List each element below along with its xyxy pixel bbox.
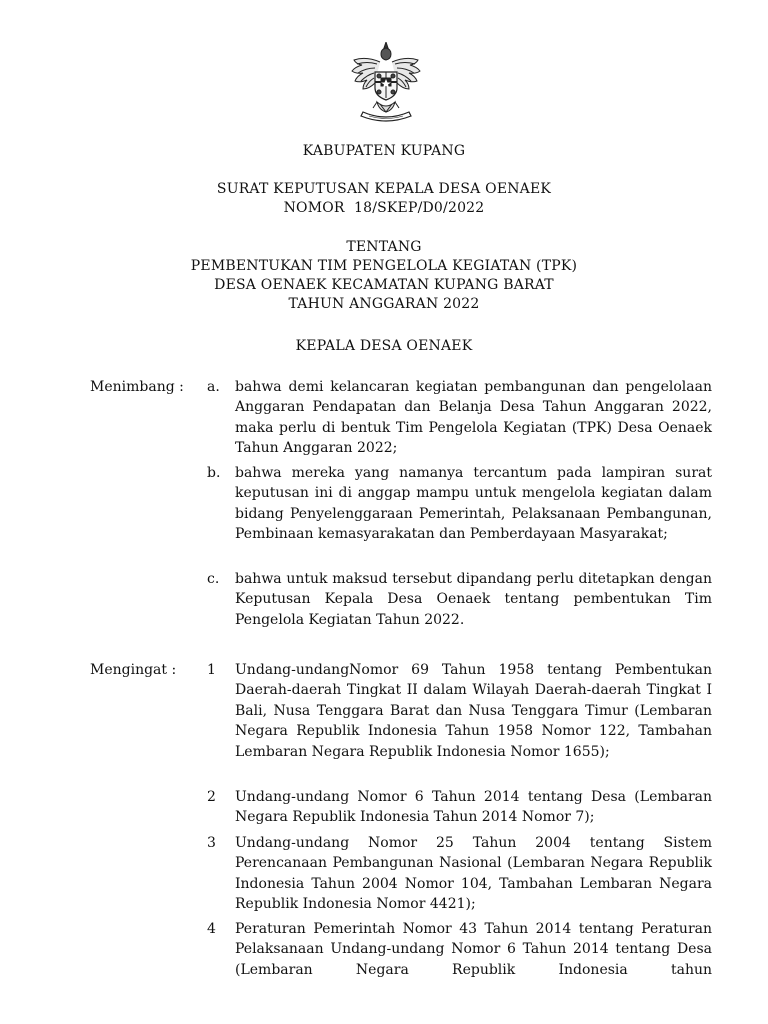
region-heading xyxy=(0,142,768,161)
subject-heading xyxy=(0,238,768,314)
subject-line-2: DESA OENAEK KECAMATAN KUPANG BARAT xyxy=(214,277,554,293)
item-text: bahwa untuk maksud tersebut dipandang perlu ditetapkan dengan Keputusan Kepala Desa Oenaek tentang pembentukan Tim Pengelola Kegiatan Tahun 2022. xyxy=(235,571,712,628)
item-text: Undang-undang Nomor 25 Tahun 2004 tentang Sistem Perencanaan Pembangunan Nasional (Lembaran Negara Republik Indonesia Tahun 2004 Nomor 104, Tambahan Lembaran Negara Republik Indonesia Nomor 4421); xyxy=(235,835,712,913)
decree-number: NOMOR 18/SKEP/D0/2022 xyxy=(283,200,485,216)
decree-title: SURAT KEPUTUSAN KEPALA DESA OENAEK xyxy=(216,181,552,197)
item-text: Undang-undang Nomor 6 Tahun 2014 tentang Desa (Lembaran Negara Republik Indonesia Tahun 2014 Nomor 7); xyxy=(235,789,712,826)
subject-line-1: PEMBENTUKAN TIM PENGELOLA KEGIATAN (TPK) xyxy=(190,258,578,274)
item-marker: 3 xyxy=(207,835,216,851)
item-marker: 2 xyxy=(207,789,216,805)
item-marker: a. xyxy=(207,379,220,395)
issuer-name: KEPALA DESA OENAEK xyxy=(295,338,473,354)
region-name: KABUPATEN KUPANG xyxy=(302,143,466,159)
item-marker: c. xyxy=(207,571,220,587)
item-text: Undang-undangNomor 69 Tahun 1958 tentang Pembentukan Daerah-daerah Tingkat II dalam Wilayah Daerah-daerah Tingkat I Bali, Nusa Tenggara Barat dan Nusa Tenggara Timur (Lembaran Negara Republik Indonesia Tahun 1958 Nomor 122, Tambahan Lembaran Negara Republik Indonesia Nomor 1655); xyxy=(235,662,712,760)
item-marker: b. xyxy=(207,465,221,481)
item-text: bahwa demi kelancaran kegiatan pembangunan dan pengelolaan Anggaran Pendapatan dan Belanja Desa Tahun Anggaran 2022, maka perlu di bentuk Tim Pengelola Kegiatan (TPK) Desa Oenaek Tahun Anggaran 2022; xyxy=(235,379,712,457)
decree-heading xyxy=(0,180,768,218)
item-marker: 4 xyxy=(207,921,216,937)
subject-line-3: TAHUN ANGGARAN 2022 xyxy=(288,296,480,312)
about-label: TENTANG xyxy=(346,239,422,255)
issuer-heading xyxy=(0,337,768,356)
menimbang-label: Menimbang : xyxy=(90,379,184,395)
item-text: Peraturan Pemerintah Nomor 43 Tahun 2014 tentang Peraturan Pelaksanaan Undang-undang Nomor 6 Tahun 2014 tentang Desa (Lembaran Negara Republik Indonesia tahun xyxy=(235,921,712,978)
garuda-emblem-icon xyxy=(347,42,425,128)
mengingat-label: Mengingat : xyxy=(90,662,177,678)
item-text: bahwa mereka yang namanya tercantum pada lampiran surat keputusan ini di anggap mampu untuk mengelola kegiatan dalam bidang Penyelenggaraan Pemerintah, Pelaksanaan Pembangunan, Pembinaan kemasyarakatan dan Pemberdayaan Masyarakat; xyxy=(235,465,712,543)
item-marker: 1 xyxy=(207,662,216,678)
